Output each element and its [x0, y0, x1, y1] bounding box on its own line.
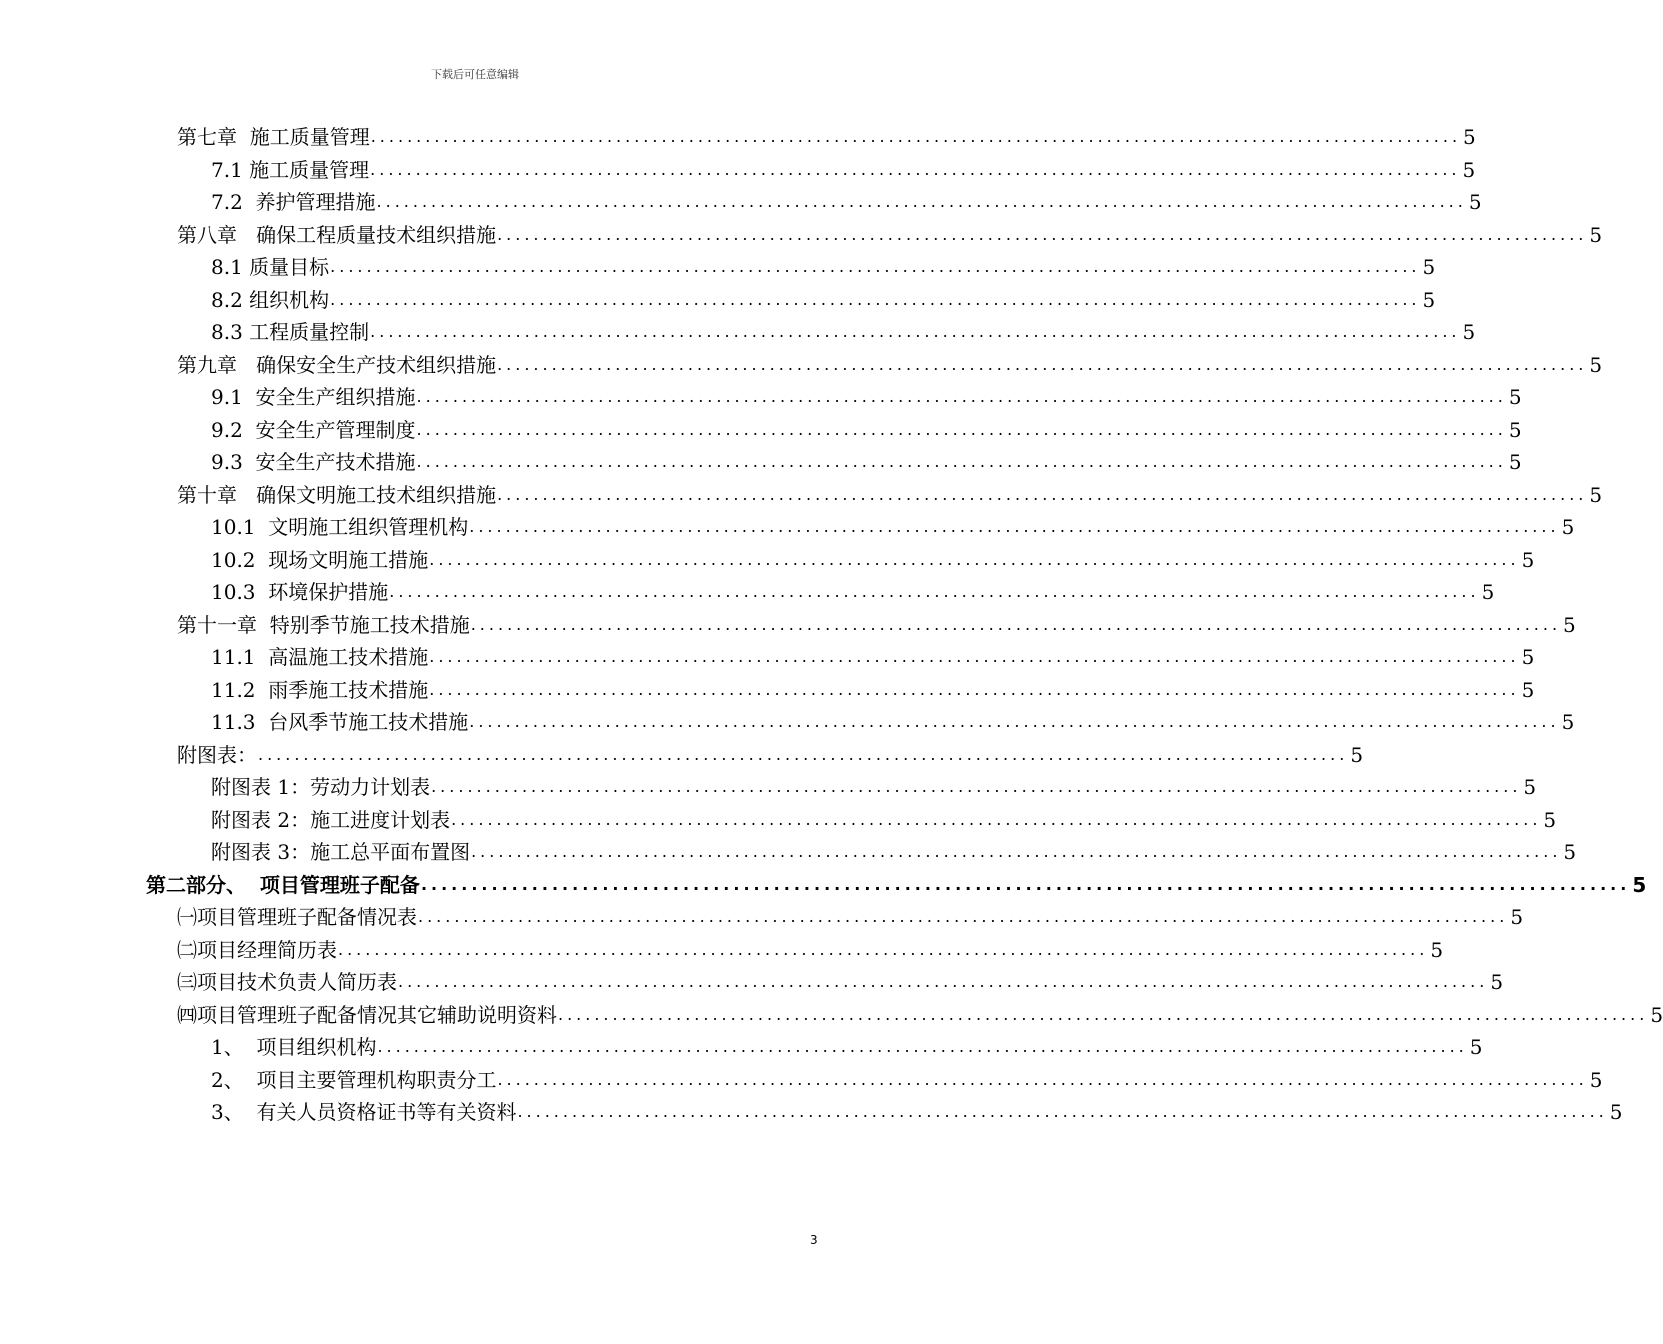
- toc-entry-link[interactable]: [211, 450, 1522, 475]
- toc-entry-title: 10.2 现场文明施工措施: [211, 547, 429, 572]
- toc-entry-title: 7.1 施工质量管理: [211, 157, 370, 182]
- toc-leader-dots: ........................................................................................................................: [370, 322, 1461, 342]
- toc-entry-title: 附图表：: [177, 742, 257, 767]
- toc-entry-link[interactable]: [146, 872, 1647, 897]
- toc-entry-title: 第十一章 特别季节施工技术措施: [177, 612, 470, 637]
- toc-entry[interactable]: [0, 414, 1522, 447]
- toc-entry-link[interactable]: [177, 970, 1504, 995]
- toc-entry-page: 5: [1350, 742, 1364, 767]
- toc-entry-page: 5: [1462, 320, 1476, 345]
- toc-entry[interactable]: [0, 739, 1364, 772]
- toc-entry[interactable]: [0, 641, 1535, 674]
- toc-entry-title: 10.1 文明施工组织管理机构: [211, 515, 469, 540]
- toc-entry[interactable]: [0, 284, 1436, 317]
- toc-entry-link[interactable]: [177, 482, 1603, 507]
- toc-entry[interactable]: [0, 999, 1663, 1032]
- toc-entry-title: 9.3 安全生产技术措施: [211, 450, 416, 475]
- toc-entry[interactable]: [0, 479, 1603, 512]
- toc-entry-page: 5: [1589, 1067, 1603, 1092]
- toc-entry-page: 5: [1481, 580, 1495, 605]
- toc-entry-title: 1、 项目组织机构: [211, 1035, 377, 1060]
- toc-leader-dots: ........................................................................................................................: [497, 1069, 1588, 1089]
- toc-entry-link[interactable]: [211, 255, 1436, 280]
- toc-leader-dots: ........................................................................................................................: [469, 712, 1560, 732]
- toc-entry-page: 5: [1561, 515, 1575, 540]
- toc-leader-dots: ........................................................................................................................: [471, 842, 1562, 862]
- toc-leader-dots: ........................................................................................................................: [470, 614, 1562, 634]
- toc-entry-page: 5: [1589, 352, 1603, 377]
- toc-entry-page: 5: [1508, 417, 1522, 442]
- toc-entry-link[interactable]: [211, 775, 1537, 800]
- toc-entry[interactable]: [0, 576, 1495, 609]
- toc-entry-title: ㈡项目经理简历表: [177, 937, 337, 962]
- toc-leader-dots: ........................................................................................................................: [330, 257, 1421, 277]
- toc-entry-link[interactable]: [211, 320, 1476, 345]
- toc-entry-title: 附图表 3：施工总平面布置图: [211, 840, 471, 865]
- toc-entry-link[interactable]: [211, 1035, 1483, 1060]
- toc-entry-link[interactable]: [211, 385, 1522, 410]
- toc-entry-page: 5: [1510, 905, 1524, 930]
- toc-entry-page: 5: [1521, 547, 1535, 572]
- toc-entry[interactable]: [0, 869, 1647, 902]
- toc-entry-title: 3、 有关人员资格证书等有关资料: [211, 1100, 517, 1125]
- toc-entry-link[interactable]: [177, 352, 1603, 377]
- toc-entry-title: 附图表 1：劳动力计划表: [211, 775, 431, 800]
- toc-leader-dots: ........................................................................................................................: [497, 484, 1588, 504]
- toc-entry-link[interactable]: [211, 1067, 1603, 1092]
- toc-entry[interactable]: [0, 1031, 1483, 1064]
- toc-leader-dots: ........................................................................................................................: [429, 647, 1520, 667]
- toc-entry-title: 11.1 高温施工技术措施: [211, 645, 429, 670]
- toc-entry-title: ㈢项目技术负责人简历表: [177, 970, 397, 995]
- toc-entry-title: ㈣项目管理班子配备情况其它辅助说明资料: [177, 1002, 557, 1027]
- table-of-contents: [0, 121, 1663, 1129]
- toc-entry-title: 2、 项目主要管理机构职责分工: [211, 1067, 497, 1092]
- toc-leader-dots: ........................................................................................................................: [558, 1004, 1649, 1024]
- toc-entry-title: 8.2 组织机构: [211, 287, 330, 312]
- toc-leader-dots: ........................................................................................................................: [497, 354, 1588, 374]
- toc-leader-dots: ........................................................................................................................: [420, 874, 1631, 894]
- toc-leader-dots: ........................................................................................................................: [258, 744, 1349, 764]
- toc-entry-link[interactable]: [211, 547, 1535, 572]
- toc-entry-title: 9.2 安全生产管理制度: [211, 417, 416, 442]
- toc-entry[interactable]: [0, 544, 1535, 577]
- toc-entry[interactable]: [0, 121, 1476, 154]
- toc-entry-page: 5: [1563, 840, 1577, 865]
- toc-entry[interactable]: [0, 511, 1575, 544]
- toc-entry-title: 第二部分、 项目管理班子配备: [146, 872, 420, 897]
- toc-entry-link[interactable]: [211, 417, 1522, 442]
- toc-entry-page: 5: [1589, 222, 1603, 247]
- toc-entry[interactable]: [0, 446, 1522, 479]
- toc-entry-title: 第九章 确保安全生产技术组织措施: [177, 352, 497, 377]
- toc-entry[interactable]: [0, 1064, 1603, 1097]
- toc-entry-title: 10.3 环境保护措施: [211, 580, 389, 605]
- toc-entry[interactable]: [0, 836, 1577, 869]
- toc-entry-page: 5: [1609, 1100, 1623, 1125]
- toc-entry-page: 5: [1468, 190, 1482, 215]
- toc-entry[interactable]: [0, 771, 1537, 804]
- toc-entry-title: 9.1 安全生产组织措施: [211, 385, 416, 410]
- toc-entry-page: 5: [1422, 287, 1436, 312]
- toc-leader-dots: ........................................................................................................................: [429, 549, 1520, 569]
- toc-entry-page: 5: [1523, 775, 1537, 800]
- toc-entry-link[interactable]: [177, 612, 1576, 637]
- toc-entry-page: 5: [1462, 157, 1476, 182]
- toc-entry-title: 7.2 养护管理措施: [211, 190, 376, 215]
- toc-entry-link[interactable]: [177, 937, 1444, 962]
- toc-leader-dots: ........................................................................................................................: [517, 1102, 1608, 1122]
- toc-entry[interactable]: [0, 251, 1436, 284]
- toc-entry-page: 5: [1463, 125, 1476, 150]
- toc-entry-page: 5: [1422, 255, 1436, 280]
- toc-entry-title: 附图表 2：施工进度计划表: [211, 807, 451, 832]
- toc-entry-page: 5: [1650, 1002, 1663, 1027]
- toc-entry[interactable]: [0, 154, 1476, 187]
- toc-entry-page: 5: [1508, 450, 1522, 475]
- toc-entry-page: 5: [1543, 807, 1557, 832]
- toc-entry-link[interactable]: [211, 645, 1535, 670]
- toc-entry-page: 5: [1469, 1035, 1483, 1060]
- header-note: 下载后可任意编辑: [431, 68, 519, 81]
- toc-entry[interactable]: [0, 349, 1603, 382]
- toc-entry-page: 5: [1430, 937, 1444, 962]
- toc-entry-link[interactable]: [211, 710, 1575, 735]
- toc-leader-dots: ........................................................................................................................: [469, 517, 1560, 537]
- toc-entry-link[interactable]: [211, 190, 1482, 215]
- toc-leader-dots: ........................................................................................................................: [418, 907, 1509, 927]
- toc-entry-page: 5: [1521, 677, 1535, 702]
- toc-entry[interactable]: [0, 674, 1535, 707]
- toc-leader-dots: ........................................................................................................................: [451, 809, 1542, 829]
- toc-entry-title: 11.3 台风季节施工技术措施: [211, 710, 469, 735]
- toc-entry-page: 5: [1490, 970, 1504, 995]
- toc-entry-link[interactable]: [177, 125, 1476, 150]
- toc-leader-dots: ........................................................................................................................: [370, 159, 1461, 179]
- toc-leader-dots: ........................................................................................................................: [330, 289, 1421, 309]
- toc-entry-page: 5: [1589, 482, 1603, 507]
- toc-entry-link[interactable]: [177, 905, 1524, 930]
- toc-entry-link[interactable]: [177, 742, 1364, 767]
- toc-entry[interactable]: [0, 609, 1576, 642]
- toc-leader-dots: ........................................................................................................................: [370, 127, 1462, 147]
- toc-entry[interactable]: [0, 186, 1482, 219]
- toc-entry[interactable]: [0, 966, 1504, 999]
- toc-leader-dots: ........................................................................................................................: [338, 939, 1429, 959]
- toc-entry-link[interactable]: [211, 1100, 1623, 1125]
- toc-leader-dots: ........................................................................................................................: [416, 419, 1507, 439]
- toc-leader-dots: ........................................................................................................................: [429, 679, 1520, 699]
- page-number: 3: [810, 1233, 818, 1247]
- toc-entry[interactable]: [0, 706, 1575, 739]
- toc-leader-dots: ........................................................................................................................: [377, 1037, 1468, 1057]
- toc-entry-link[interactable]: [211, 840, 1577, 865]
- toc-entry-page: 5: [1561, 710, 1575, 735]
- toc-leader-dots: ........................................................................................................................: [389, 582, 1480, 602]
- toc-entry-page: 5: [1521, 645, 1535, 670]
- toc-entry-link[interactable]: [177, 1002, 1663, 1027]
- toc-leader-dots: ........................................................................................................................: [416, 387, 1507, 407]
- toc-entry-page: 5: [1563, 612, 1576, 637]
- toc-entry-link[interactable]: [177, 222, 1603, 247]
- toc-entry[interactable]: [0, 381, 1522, 414]
- toc-entry[interactable]: [0, 219, 1603, 252]
- toc-entry[interactable]: [0, 316, 1476, 349]
- toc-leader-dots: ........................................................................................................................: [416, 452, 1507, 472]
- toc-entry-title: 第七章 施工质量管理: [177, 125, 370, 150]
- toc-entry-title: 8.3 工程质量控制: [211, 320, 370, 345]
- toc-entry-title: 第十章 确保文明施工技术组织措施: [177, 482, 497, 507]
- toc-entry-title: 11.2 雨季施工技术措施: [211, 677, 429, 702]
- toc-entry[interactable]: [0, 934, 1444, 967]
- toc-entry-link[interactable]: [211, 580, 1495, 605]
- toc-entry[interactable]: [0, 1096, 1623, 1129]
- toc-entry-title: 8.1 质量目标: [211, 255, 330, 280]
- toc-entry-link[interactable]: [211, 807, 1557, 832]
- toc-entry-link[interactable]: [211, 157, 1476, 182]
- toc-entry-title: 第八章 确保工程质量技术组织措施: [177, 222, 497, 247]
- toc-entry-title: ㈠项目管理班子配备情况表: [177, 905, 417, 930]
- toc-leader-dots: ........................................................................................................................: [376, 192, 1467, 212]
- toc-leader-dots: ........................................................................................................................: [398, 972, 1489, 992]
- toc-leader-dots: ........................................................................................................................: [431, 777, 1522, 797]
- toc-leader-dots: ........................................................................................................................: [497, 224, 1588, 244]
- toc-entry-link[interactable]: [211, 515, 1575, 540]
- toc-entry-link[interactable]: [211, 677, 1535, 702]
- toc-entry[interactable]: [0, 804, 1557, 837]
- toc-entry[interactable]: [0, 901, 1524, 934]
- toc-entry-link[interactable]: [211, 287, 1436, 312]
- toc-entry-page: 5: [1508, 385, 1522, 410]
- toc-entry-page: 5: [1632, 872, 1647, 897]
